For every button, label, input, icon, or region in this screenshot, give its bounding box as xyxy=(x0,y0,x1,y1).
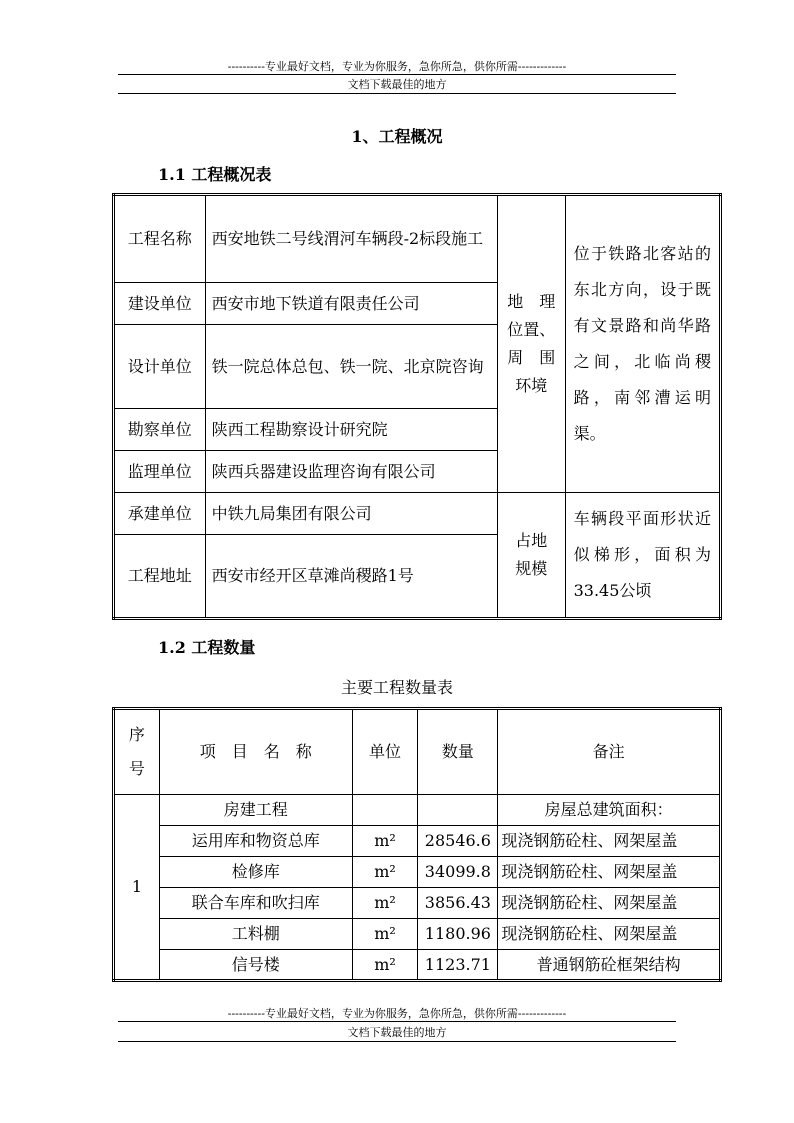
row-label: 监理单位 xyxy=(114,451,206,493)
row-label: 工程地址 xyxy=(114,535,206,619)
row-label: 工程名称 xyxy=(114,195,206,283)
row-value: 陕西工程勘察设计研究院 xyxy=(205,409,497,451)
item-note: 现浇钢筋砼柱、网架屋盖 xyxy=(498,888,721,919)
quantity-table xyxy=(112,707,722,982)
item-note: 现浇钢筋砼柱、网架屋盖 xyxy=(498,857,721,888)
item-name: 检修库 xyxy=(159,857,352,888)
header-divider xyxy=(118,74,676,75)
header-slogan: ----------专业最好文档，专业为你服务，急你所急，供你所需------------- xyxy=(227,60,567,73)
table-row xyxy=(114,826,721,857)
table-row xyxy=(114,888,721,919)
item-qty: 28546.6 xyxy=(418,826,498,857)
area-label-cell xyxy=(497,493,565,619)
item-name: 房建工程 xyxy=(159,795,352,826)
footer-slogan: ----------专业最好文档，专业为你服务，急你所急，供你所需------------- xyxy=(227,1007,567,1020)
table-caption: 主要工程数量表 xyxy=(340,678,453,697)
area-label-line: 占地 xyxy=(515,531,548,550)
geo-label-line: 环境 xyxy=(515,376,548,395)
item-name: 联合车库和吹扫库 xyxy=(159,888,352,919)
item-name: 工料棚 xyxy=(159,919,352,950)
table-header-row xyxy=(114,709,721,795)
item-note: 普通钢筋砼框架结构 xyxy=(498,950,721,981)
item-unit: m² xyxy=(352,888,418,919)
item-note: 现浇钢筋砼柱、网架屋盖 xyxy=(498,919,721,950)
item-qty: 3856.43 xyxy=(418,888,498,919)
header-note: 备注 xyxy=(498,709,721,795)
row-label: 建设单位 xyxy=(114,283,206,325)
item-qty: 1123.71 xyxy=(418,950,498,981)
table-row xyxy=(114,919,721,950)
subsection-title-quantity: 1.2 工程数量 xyxy=(158,638,256,657)
header-name: 项 目 名 称 xyxy=(159,709,352,795)
row-label: 勘察单位 xyxy=(114,409,206,451)
header-divider-bottom xyxy=(118,93,676,94)
item-qty: 34099.8 xyxy=(418,857,498,888)
item-unit: m² xyxy=(352,826,418,857)
item-qty xyxy=(418,795,498,826)
overview-table xyxy=(112,193,722,620)
item-note: 房屋总建筑面积： xyxy=(498,795,721,826)
table-row xyxy=(114,195,721,283)
geo-label-line: 周 围 xyxy=(507,348,556,367)
subsection-title-overview: 1.1 工程概况表 xyxy=(158,165,272,184)
item-unit: m² xyxy=(352,919,418,950)
section-title: 1、工程概况 xyxy=(351,127,443,146)
table-row xyxy=(114,493,721,535)
header-seq xyxy=(114,709,160,795)
item-name: 信号楼 xyxy=(159,950,352,981)
row-label: 承建单位 xyxy=(114,493,206,535)
row-value: 西安地铁二号线渭河车辆段-2标段施工 xyxy=(205,195,497,283)
row-label: 设计单位 xyxy=(114,325,206,409)
header-seq-text: 序号 xyxy=(128,725,145,778)
item-unit xyxy=(352,795,418,826)
geo-label-cell xyxy=(497,195,565,493)
item-qty: 1180.96 xyxy=(418,919,498,950)
area-value: 车辆段平面形状近似梯形，面积为33.45公顷 xyxy=(565,493,720,619)
footer-divider xyxy=(118,1021,676,1022)
header-subtitle: 文档下载最佳的地方 xyxy=(347,78,447,91)
geo-label-line: 位置、 xyxy=(507,320,556,339)
group-number: 1 xyxy=(114,795,160,981)
item-name: 运用库和物资总库 xyxy=(159,826,352,857)
geo-label-line: 地 理 xyxy=(507,292,556,311)
item-unit: m² xyxy=(352,950,418,981)
area-label-line: 规模 xyxy=(515,559,548,578)
header-unit: 单位 xyxy=(352,709,418,795)
table-row xyxy=(114,795,721,826)
footer-subtitle: 文档下载最佳的地方 xyxy=(347,1026,447,1039)
row-value: 陕西兵器建设监理咨询有限公司 xyxy=(205,451,497,493)
row-value: 西安市经开区草滩尚稷路1号 xyxy=(205,535,497,619)
geo-value: 位于铁路北客站的东北方向，设于既有文景路和尚华路之间，北临尚稷路，南邻漕运明渠。 xyxy=(565,195,720,493)
row-value: 中铁九局集团有限公司 xyxy=(205,493,497,535)
item-note: 现浇钢筋砼柱、网架屋盖 xyxy=(498,826,721,857)
row-value: 西安市地下铁道有限责任公司 xyxy=(205,283,497,325)
table-row xyxy=(114,857,721,888)
row-value: 铁一院总体总包、铁一院、北京院咨询 xyxy=(205,325,497,409)
footer-divider-bottom xyxy=(118,1041,676,1042)
header-qty: 数量 xyxy=(418,709,498,795)
table-row xyxy=(114,950,721,981)
item-unit: m² xyxy=(352,857,418,888)
